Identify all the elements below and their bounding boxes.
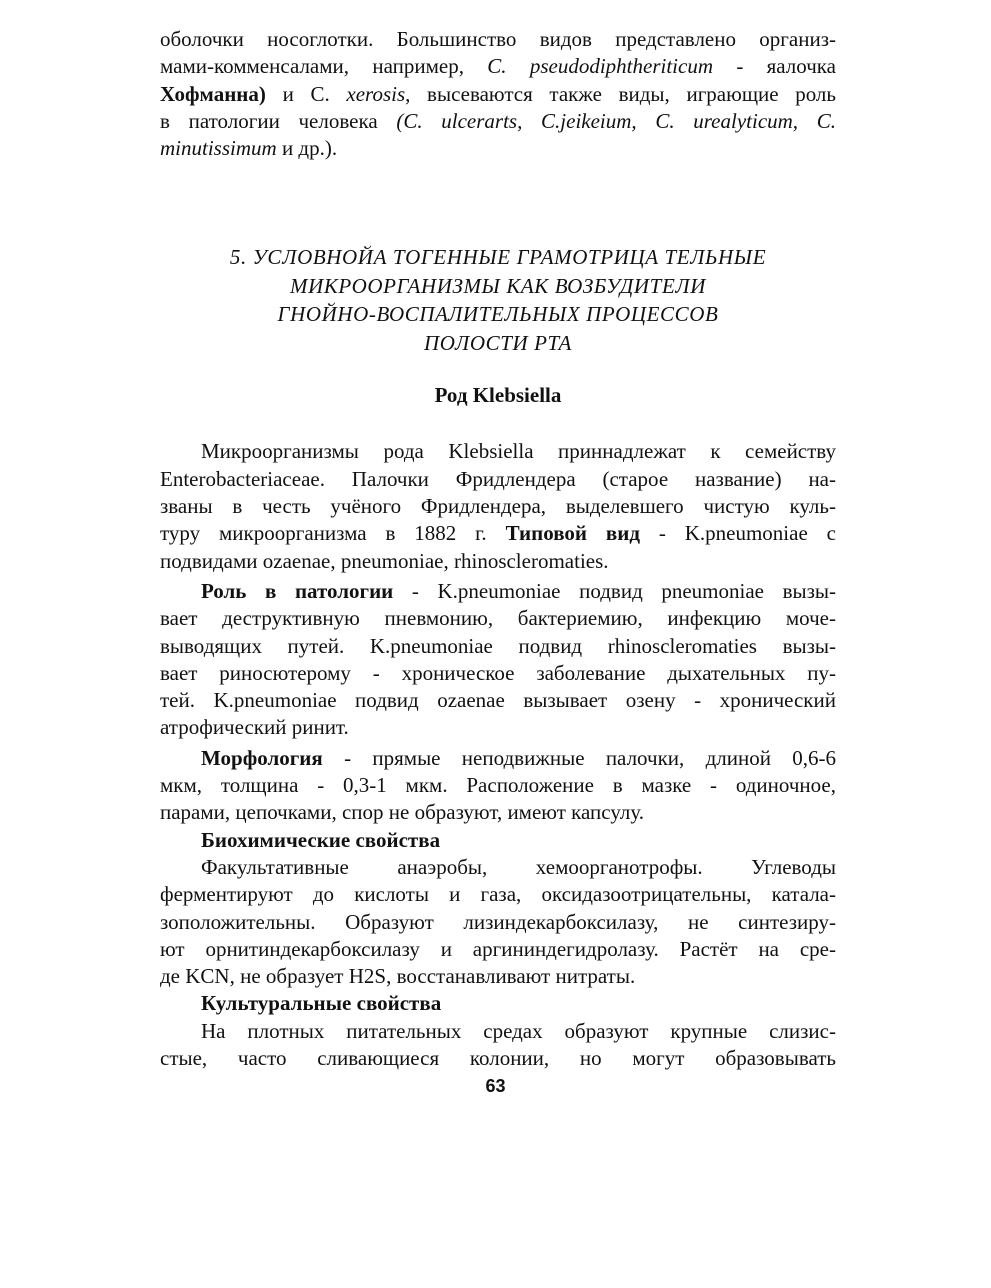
- text-run: мами-комменсалами, например,: [160, 54, 488, 79]
- text-line: парами, цепочками, спор не образуют, имеют капсулу.: [160, 800, 645, 825]
- text-line: ют орнитиндекарбоксилазу и аргининдегидролазу. Растёт на сре-: [160, 936, 836, 961]
- section-heading-line: 5. УСЛОВНОЙА ТОГЕННЫЕ ГРАМОТРИЦА ТЕЛЬНЫЕ: [229, 245, 767, 270]
- species-list: (C. ulcerarts, C.jeikeium, C. urealyticum, C.: [396, 108, 836, 133]
- page-number: 63: [485, 1076, 506, 1096]
- species-name: minutissimum: [160, 136, 277, 161]
- text-line: вает деструктивную пневмонию, бактериемию, инфекцию моче-: [160, 606, 836, 631]
- text-line: де KCN, не образует H2S, восстанавливают нитраты.: [160, 964, 636, 989]
- text-line: атрофический ринит.: [160, 715, 349, 740]
- text-line: вает риносютерому - хроническое заболевание дыхательных пу-: [160, 660, 836, 685]
- text-line: зоположительны. Образуют лизиндекарбоксилазу, не синтезиру-: [160, 909, 836, 934]
- text-line: мкм, толщина - 0,3-1 мкм. Расположение в мазке - одиночное,: [160, 773, 836, 798]
- text-run: и др.).: [276, 136, 338, 161]
- top-paragraph: [160, 26, 836, 162]
- section-heading-line: ГНОЙНО-ВОСПАЛИТЕЛЬНЫХ ПРОЦЕССОВ: [277, 302, 719, 327]
- text-run: туру микроорганизма в 1882 г.: [160, 521, 506, 546]
- bold-term: Морфология: [201, 745, 323, 770]
- section-heading: [160, 243, 836, 357]
- text-line: Микроорганизмы рода Klebsiella приннадлежат к семейству: [201, 439, 836, 464]
- species-name: C. pseudodiphtheriticum: [487, 54, 713, 79]
- species-name: xerosis: [346, 81, 406, 106]
- text-line: [160, 520, 836, 547]
- text-run: и C.: [265, 81, 347, 106]
- text-line: тей. K.pneumoniae подвид ozaenae вызывает озену - хронический: [160, 688, 836, 713]
- section-heading-line: МИКРООРГАНИЗМЫ КАК ВОЗБУДИТЕЛИ: [290, 273, 706, 298]
- text-line: Факультативные анаэробы, хемоорганотрофы. Углеводы: [201, 854, 836, 879]
- subsection-title: Биохимические свойства: [201, 827, 441, 852]
- text-line: На плотных питательных средах образуют крупные слизис-: [201, 1018, 836, 1043]
- genus-title: Род Klebsiella: [434, 383, 562, 408]
- book-page: [160, 26, 836, 1072]
- text-run: , высеваются также виды, играющие роль: [405, 81, 836, 106]
- text-line: [160, 745, 836, 772]
- text-line: ферментируют до кислоты и газа, оксидазоотрицательны, катала-: [160, 882, 836, 907]
- text-line: Enterobacteriaceae. Палочки Фридлендера (старое название) на-: [160, 466, 836, 491]
- morphology-paragraph: [160, 745, 836, 827]
- culture-section: [160, 990, 836, 1072]
- text-line: [160, 53, 836, 80]
- text-line: [160, 108, 836, 135]
- pathology-paragraph: [160, 578, 836, 742]
- text-line: выводящих путей. K.pneumoniae подвид rhinoscleromaties вызы-: [160, 633, 836, 658]
- text-run: - K.pneumoniae с: [639, 521, 836, 546]
- text-run: - яалочка: [713, 54, 836, 79]
- section-heading-line: ПОЛОСТИ РТА: [424, 330, 572, 355]
- bold-term: Роль в патологии: [201, 578, 394, 603]
- subsection-title: Культуральные свойства: [201, 991, 442, 1016]
- bold-term: Хофманна): [160, 81, 266, 106]
- text-run: - прямые неподвижные палочки, длиной 0,6-6: [322, 745, 836, 770]
- bold-term: Типовой вид: [505, 521, 640, 546]
- text-line: [160, 135, 836, 162]
- text-line: [160, 578, 836, 605]
- text-line: званы в честь учёного Фридлендера, выделевшего чистую куль-: [160, 494, 836, 519]
- text-line: оболочки носоглотки. Большинство видов представлено организ-: [160, 27, 836, 51]
- text-line: [160, 81, 836, 108]
- text-line: стые, часто сливающиеся колонии, но могут образовывать: [160, 1046, 836, 1071]
- text-run: в патологии человека: [160, 108, 397, 133]
- text-run: - K.pneumoniae подвид pneumoniae вызы-: [393, 578, 836, 603]
- intro-paragraph: [160, 438, 836, 574]
- text-line: подвидами ozaenae, pneumoniae, rhinoscleromaties.: [160, 548, 609, 573]
- biochem-section: [160, 827, 836, 991]
